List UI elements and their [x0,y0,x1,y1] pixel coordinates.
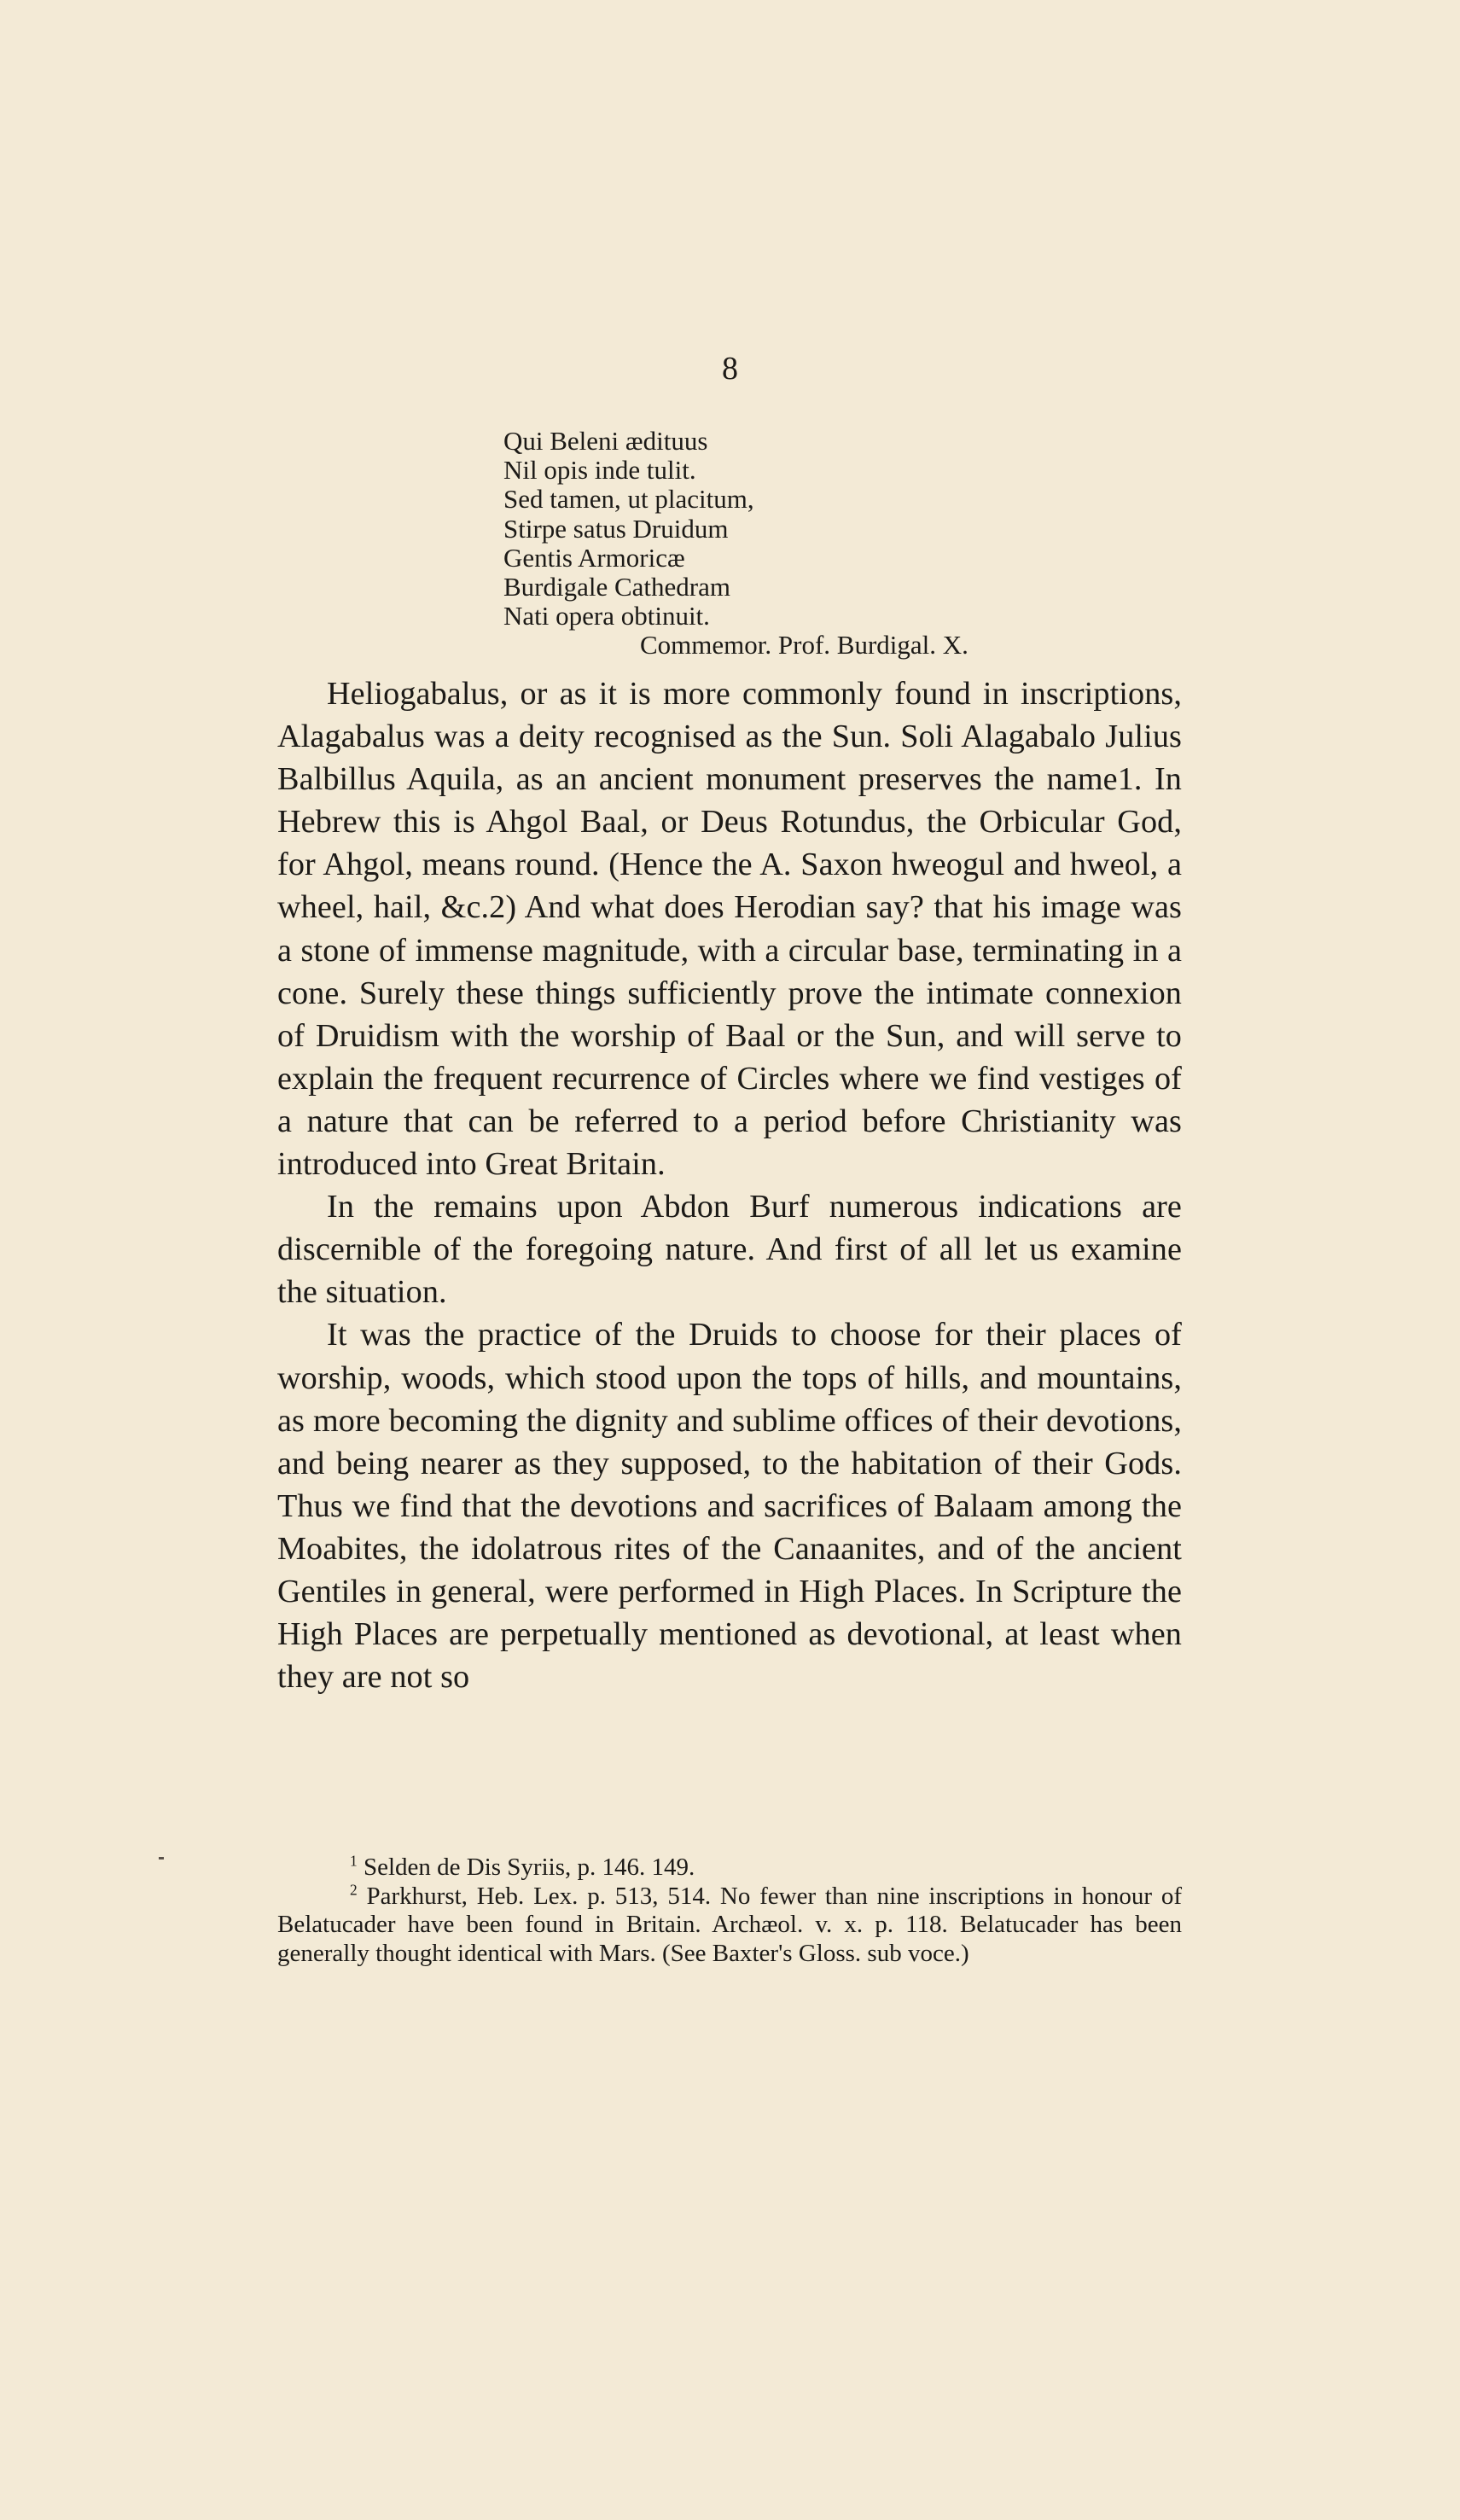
latin-verse-quotation [503,427,1152,661]
paragraph: Heliogabalus, or as it is more commonly found in inscriptions, Alagabalus was a deity recognised as the Sun. Soli Alagabalo Julius Balbillus Aquila, as an ancient monument preserves the name1. In Hebrew this is Ahgol Baal, or Deus Rotundus, the Orbicular God, for Ahgol, means round. (Hence the A. Saxon hweogul and hweol, a wheel, hail, &c.2) And what does Herodian say? that his image was a stone of immense magnitude, with a circular base, terminating in a cone. Surely these things sufficiently prove the intimate connexion of Druidism with the worship of Baal or the Sun, and will serve to explain the frequent recurrence of Circles where we find vestiges of a nature that can be referred to a period before Christianity was introduced into Great Britain. [277,676,1182,1183]
page-number: 8 [722,351,738,387]
footnote-text: Parkhurst, Heb. Lex. p. 513, 514. No fewer than nine inscriptions in honour of Belatucader have been found in Britain. Archæol. v. x. p. 118. Belatucader has been generally thought identical with Mars. (See Baxter's Gloss. sub voce.) [277,1882,1183,1967]
margin-mark [159,1857,164,1859]
verse-line: Stirpe satus Druidum [503,513,729,544]
footnote [277,1880,1183,1969]
footnote-mark: 1 [350,1852,358,1870]
footnotes [277,1854,1182,1968]
verse-line: Gentis Armoricæ [503,542,685,573]
body-text [277,672,1182,1698]
verse-line: Nati opera obtinuit. [503,601,710,631]
verse-line: Qui Beleni ædituus [503,426,708,456]
paragraph: It was the practice of the Druids to choose for their places of worship, woods, which stood upon the tops of hills, and mountains, as more becoming the dignity and sublime offices of their devotions, and being nearer as they supposed, to the habitation of their Gods. Thus we find that the devotions and sacrifices of Balaam among the Moabites, the idolatrous rites of the Canaanites, and of the ancient Gentiles in general, were performed in High Places. In Scripture the High Places are perpetually mentioned as devotional, at least when they are not so [277,1317,1182,1696]
verse-line: Burdigale Cathedram [503,572,730,602]
verse-attribution: Commemor. Prof. Burdigal. X. [640,630,968,661]
verse-line: Sed tamen, ut placitum, [503,484,754,515]
footnote-mark: 2 [350,1880,358,1898]
footnote [277,1854,1182,1883]
paragraph: In the remains upon Abdon Burf numerous indications are discernible of the foregoing nature. And first of all let us examine the situation. [277,1189,1182,1311]
verse-line: Nil opis inde tulit. [503,455,696,486]
footnote-text: Selden de Dis Syriis, p. 146. 149. [363,1854,695,1881]
